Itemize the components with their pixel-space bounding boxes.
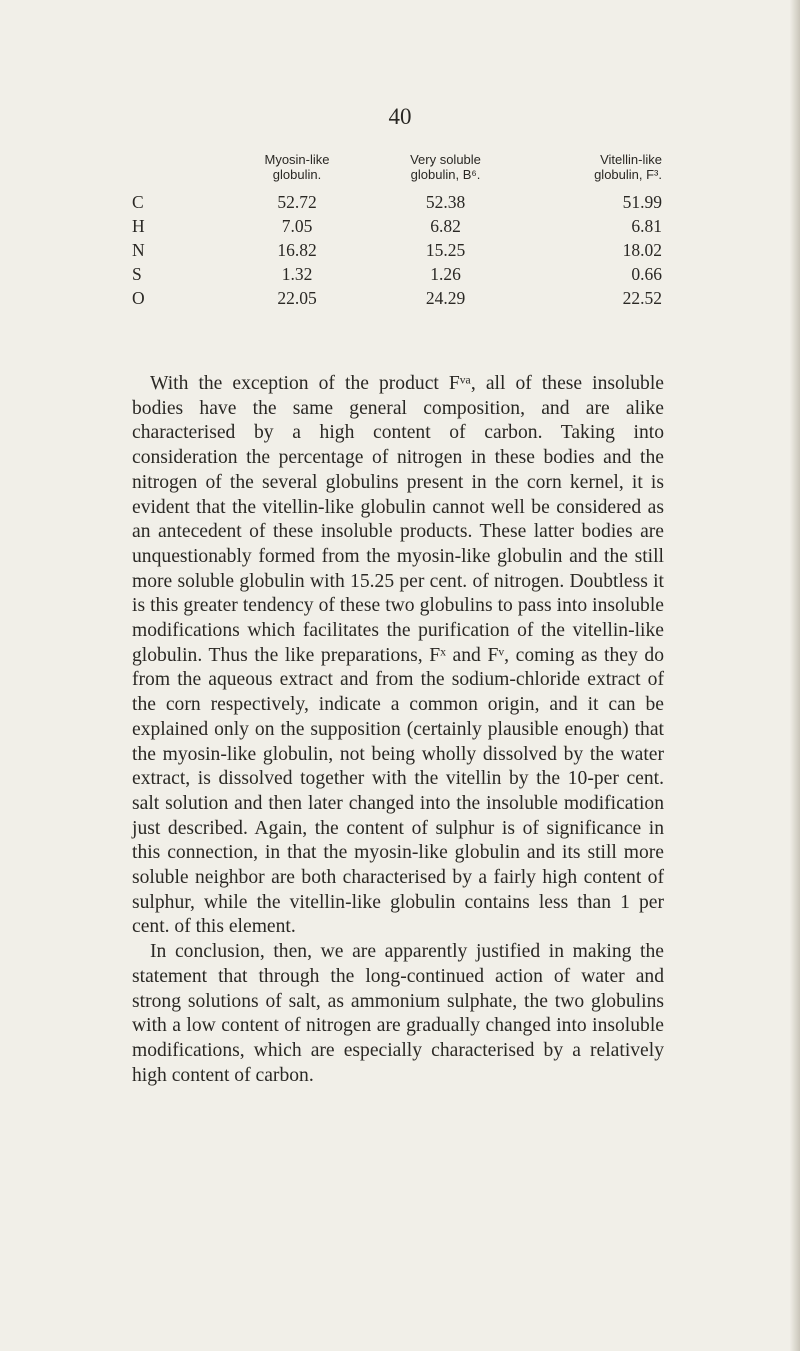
page-edge-shadow <box>790 0 800 1351</box>
column-header-element <box>132 152 227 190</box>
value-cell: 51.99 <box>622 192 662 212</box>
paragraph: In conclusion, then, we are apparently justified in making the statement that through the long-continued action of water and strong solutions of salt, as ammonium sulphate, the two globulins with a low content of nitrogen are gradually changed into insoluble modifications, which are especially characterised by a relatively high content of carbon. <box>132 941 664 1086</box>
value-cell: 16.82 <box>277 240 317 260</box>
table-header-row <box>132 152 662 190</box>
value-cell: 1.32 <box>281 264 313 284</box>
header-line: Vitellin-like <box>600 152 662 167</box>
header-line: globulin, F³. <box>594 167 662 182</box>
value-cell: 1.26 <box>430 264 461 284</box>
element-cell: N <box>132 240 145 260</box>
value-cell: 7.05 <box>281 216 313 236</box>
value-cell: 0.66 <box>631 264 662 284</box>
table-row <box>132 190 662 214</box>
composition-table <box>132 152 662 310</box>
value-cell: 22.05 <box>277 288 317 308</box>
table-row <box>132 214 662 238</box>
value-cell: 6.81 <box>631 216 662 236</box>
header-line: Myosin-like <box>264 152 330 167</box>
element-cell: H <box>132 216 145 236</box>
header-line: globulin. <box>272 167 322 182</box>
value-cell: 52.72 <box>277 192 317 212</box>
value-cell: 24.29 <box>425 288 466 308</box>
element-cell: C <box>132 192 144 212</box>
element-cell: O <box>132 288 145 308</box>
header-line: globulin, B⁶. <box>410 167 481 182</box>
value-cell: 15.25 <box>425 240 466 260</box>
column-header-vitellin-like <box>524 152 662 190</box>
table-row <box>132 286 662 310</box>
element-cell: S <box>132 264 142 284</box>
paragraph: With the exception of the product Fᵛᵃ, all of these insoluble bodies have the same general composition, and are alike characterised by a high content of carbon. Taking into consideration the percentage of nitrogen in these bodies and the nitrogen of the several globulins present in the corn kernel, it is evident that the vitellin-like globulin cannot well be considered as an antecedent of these insoluble products. These latter bodies are unquestionably formed from the myosin-like globulin and the still more soluble globulin with 15.25 per cent. of nitrogen. Doubtless it is this greater tendency of these two globulins to pass into insoluble modifications which facilitates the purification of the vitellin-like globulin. Thus the like preparations, Fˣ and Fᵛ, coming as they do from the aqueous extract and from the sodium-chloride extract of the corn respectively, indicate a common origin, and it can be explained only on the supposition (certainly plausible enough) that the myosin-like globulin, not being wholly dissolved by the water extract, is dissolved together with the vitellin by the 10-per cent. salt solution and then later changed into the insoluble modification just described. Again, the content of sulphur is of significance in this connection, in that the myosin-like globulin and its still more soluble neighbor are both characterised by a fairly high content of sulphur, while the vitellin-like globulin contains less than 1 per cent. of this element. <box>132 373 664 938</box>
header-line: Very soluble <box>410 152 481 167</box>
value-cell: 18.02 <box>622 240 662 260</box>
value-cell: 6.82 <box>430 216 461 236</box>
table-row <box>132 262 662 286</box>
table-row <box>132 238 662 262</box>
value-cell: 52.38 <box>425 192 466 212</box>
column-header-very-soluble <box>367 152 524 190</box>
value-cell: 22.52 <box>622 288 662 308</box>
page-number: 40 <box>388 104 412 129</box>
column-header-myosin-like <box>227 152 367 190</box>
body-text <box>132 372 664 1088</box>
